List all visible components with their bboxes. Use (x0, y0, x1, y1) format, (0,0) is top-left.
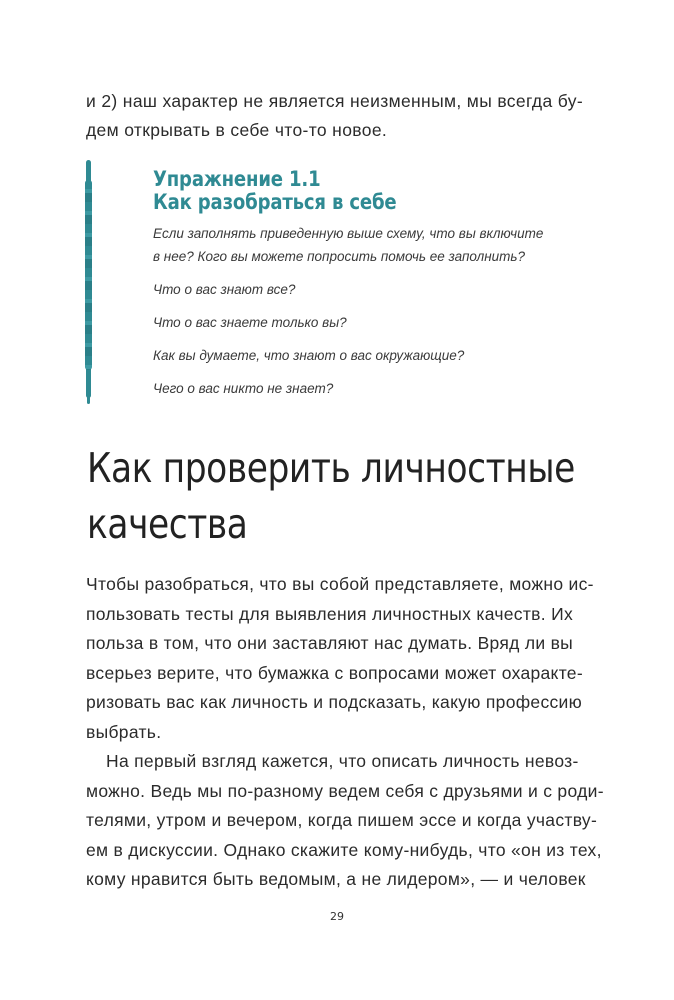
text-line: можно. Ведь мы по-разному ведем себя с друзьями и с роди- (86, 780, 604, 801)
question-line: Как вы думаете, что знают о вас окружающие? (153, 348, 465, 363)
paragraph-1 (86, 570, 594, 747)
exercise-question (153, 344, 593, 367)
exercise-question (153, 311, 593, 334)
body-text (86, 570, 604, 895)
exercise-title (153, 168, 396, 214)
text-line: ризовать вас как личность и подсказать, какую профессию (86, 692, 583, 712)
exercise-question (153, 377, 593, 400)
text-line: польза в том, что они заставляют нас думать. Вряд ли вы (86, 633, 574, 653)
text-line: На первый взгляд кажется, что описать личность невоз- (106, 751, 579, 771)
page-number: 29 (330, 910, 344, 923)
text-line: выбрать. (86, 721, 162, 742)
text-line: Чтобы разобраться, что вы собой представляете, можно ис- (86, 574, 594, 594)
text-line: дем открывать в себе что-то новое. (86, 120, 388, 140)
exercise-question (153, 222, 593, 268)
text-line: пользовать тесты для выявления личностных качеств. Их (86, 603, 574, 624)
text-line: ем в дискуссии. Однако скажите кому-нибудь, что «он из тех, (86, 839, 602, 860)
text-line: и 2) наш характер не является неизменным, мы всегда бу- (86, 91, 584, 111)
heading-line: Как проверить личностные (87, 444, 575, 492)
text-line: кому нравится быть ведомым, а не лидером», — и человек (86, 869, 586, 889)
exercise-questions (153, 222, 593, 410)
paragraph-2 (86, 747, 604, 895)
question-line: Что о вас знаете только вы? (153, 315, 347, 330)
question-line: Чего о вас никто не знает? (153, 381, 334, 396)
text-line: всерьез верите, что бумажка с вопросами может охаракте- (86, 662, 583, 683)
exercise-question (153, 278, 593, 301)
question-line: в нее? Кого вы можете попросить помочь ее заполнить? (153, 249, 526, 264)
question-line: Что о вас знают все? (153, 282, 296, 297)
intro-paragraph (86, 87, 584, 145)
heading-line: качества (87, 500, 248, 548)
exercise-title-line: Как разобраться в себе (153, 190, 397, 214)
section-heading (87, 440, 575, 552)
exercise-title-line: Упражнение 1.1 (153, 167, 321, 191)
exercise-box (86, 160, 586, 400)
text-line: телями, утром и вечером, когда пишем эссе и когда участву- (86, 810, 598, 830)
question-line: Если заполнять приведенную выше схему, что вы включите (153, 226, 544, 241)
exercise-accent-bar (86, 160, 91, 398)
